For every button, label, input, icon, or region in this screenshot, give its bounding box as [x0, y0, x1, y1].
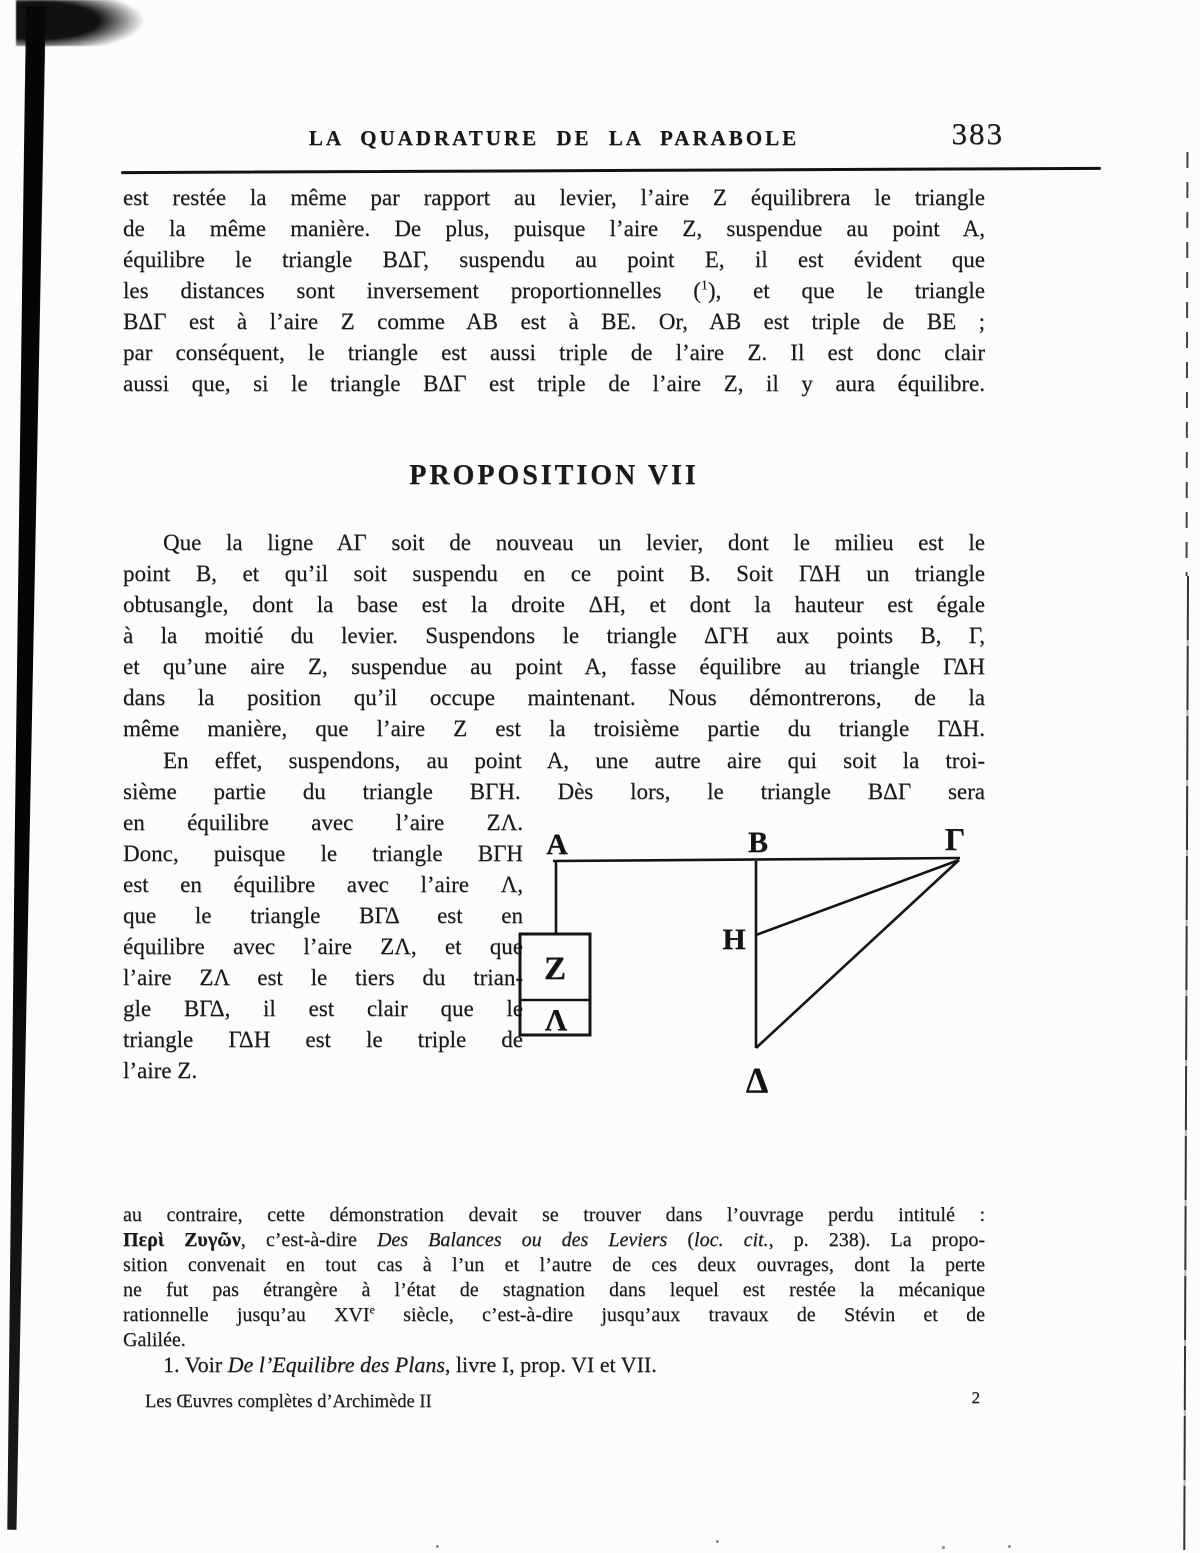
text-line: que le triangle BΓΔ est en: [123, 903, 523, 928]
text-line: équilibre le triangle BΔΓ, suspendu au point E, il est évident que: [123, 247, 985, 272]
text-line: aussi que, si le triangle BΔΓ est triple de l’aire Z, il y aura équilibre.: [123, 371, 985, 396]
figure-label-z: Z: [543, 951, 567, 987]
paragraph-3: [123, 745, 985, 807]
text-line: et qu’une aire Z, suspendue au point A, fasse équilibre au triangle ΓΔH: [123, 654, 985, 679]
text-line: les distances sont inversement proportionnelles ($^1$), et que le triangle: [123, 277, 986, 303]
paragraph-1: [123, 182, 985, 399]
text-line: l’aire ZΛ est le tiers du trian-: [123, 965, 523, 990]
text-line: gle BΓΔ, il est clair que le: [123, 996, 523, 1021]
text-line: même manière, que l’aire Z est la troisième partie du triangle ΓΔH.: [123, 716, 985, 741]
text-line: point B, et qu’il soit suspendu en ce point B. Soit ΓΔH un triangle: [123, 561, 985, 586]
section-heading: PROPOSITION VII: [409, 460, 699, 491]
text-line: équilibre avec l’aire ZΛ, et que: [123, 934, 523, 959]
text-line: l’aire Z.: [123, 1058, 198, 1083]
footnote-line: Galilée.: [123, 1329, 186, 1351]
footnote-line: sition convenait en tout cas à l’un et l’autre de ces deux ouvrages, dont la perte: [123, 1254, 985, 1276]
text-line: dans la position qu’il occupe maintenant. Nous démontrerons, de la: [123, 685, 985, 710]
text-line: est en équilibre avec l’aire Λ,: [123, 872, 523, 897]
text-line: à la moitié du levier. Suspendons le triangle ΔΓH aux points B, Γ,: [123, 623, 985, 648]
triangle-side-delta-gamma: [756, 860, 959, 1048]
header-rule: [121, 167, 1101, 174]
scan-ink-smudge: [16, 0, 246, 46]
figure-label-delta: Δ: [745, 1060, 769, 1100]
figure-label-lambda: Λ: [544, 1002, 568, 1037]
footnote-line: Περὶ Ζυγῶν, c’est-à-dire Des Balances ou des Leviers (loc. cit., p. 238). La propo-: [123, 1229, 985, 1251]
sheet-number: 2: [971, 1388, 980, 1407]
paragraph-2: [123, 527, 985, 744]
text-line: Donc, puisque le triangle BΓH: [123, 841, 523, 866]
triangle-side-h-gamma: [756, 860, 959, 935]
figure-label-gamma: Γ: [944, 821, 966, 857]
page-number: 383: [951, 116, 1004, 151]
text-line: triangle ΓΔH est le triple de: [123, 1027, 523, 1052]
text-line: obtusangle, dont la base est la droite ΔH, et dont la hauteur est égale: [123, 592, 985, 617]
edition-signature: Les Œuvres complètes d’Archimède II: [145, 1392, 432, 1412]
scan-speck: [1008, 1545, 1011, 1548]
scan-speck: [716, 1540, 719, 1543]
page-edge-line-upper: [1186, 152, 1189, 576]
scan-speck: [942, 1546, 945, 1549]
text-line: En effet, suspendons, au point A, une autre aire qui soit la troi-: [163, 748, 985, 773]
text-line: par conséquent, le triangle est aussi triple de l’aire Z. Il est donc clair: [123, 340, 985, 365]
text-line: sième partie du triangle BΓH. Dès lors, le triangle BΔΓ sera: [123, 779, 985, 804]
running-title: LA QUADRATURE DE LA PARABOLE: [308, 126, 800, 150]
text-line: de la même manière. De plus, puisque l’aire Z, suspendue au point A,: [123, 216, 985, 241]
text-line: est restée la même par rapport au levier, l’aire Z équilibrera le triangle: [123, 185, 985, 210]
scan-speck: [436, 1545, 439, 1548]
footnote-continuation: [123, 1203, 985, 1353]
text-line: en équilibre avec l’aire ZΛ.: [123, 810, 523, 835]
text-line: BΔΓ est à l’aire Z comme AB est à BE. Or, AB est triple de BE ;: [123, 309, 985, 334]
geometry-figure: [512, 818, 997, 1108]
footnote-line: rationnelle jusqu’au XVIe siècle, c’est-à-dire jusqu’aux travaux de Stévin et de: [123, 1302, 985, 1326]
footnote-line: ne fut pas étrangère à l’état de stagnation dans lequel est restée la mécanique: [123, 1279, 985, 1301]
figure-label-h: H: [722, 923, 746, 956]
footnote-1: [123, 1352, 985, 1378]
figure-label-a: A: [546, 828, 568, 861]
footnote-line: au contraire, cette démonstration devait se trouver dans l’ouvrage perdu intitulé :: [123, 1204, 985, 1226]
text-line: Que la ligne AΓ soit de nouveau un levier, dont le milieu est le: [163, 530, 985, 555]
figure-label-b: B: [747, 826, 769, 859]
scan-gutter-band: [0, 6, 46, 1530]
page-edge-line-lower: [1183, 576, 1189, 1550]
paragraph-3-column: [123, 807, 523, 1086]
footnote-line: 1. Voir De l’Equilibre des Plans, livre I, prop. VI et VII.: [163, 1352, 657, 1377]
